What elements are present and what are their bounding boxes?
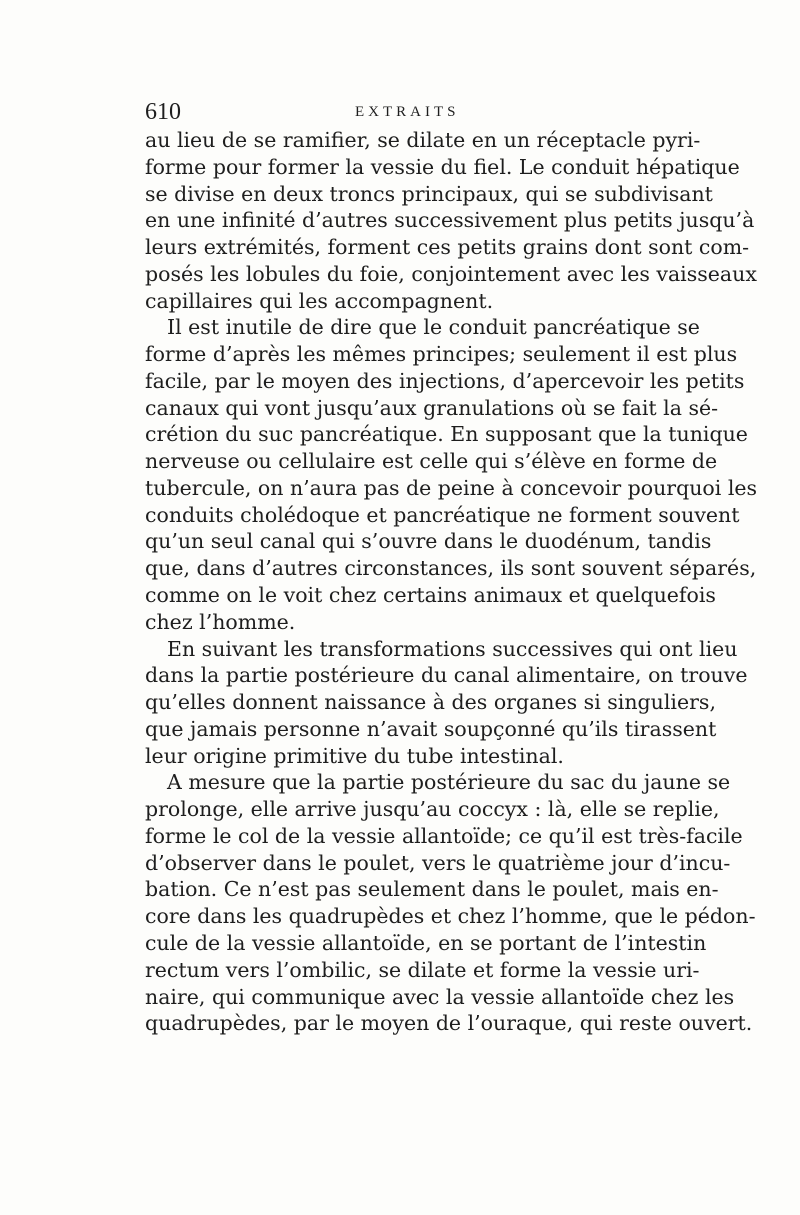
text-line: que, dans d’autres circonstances, ils sont souvent séparés, — [145, 556, 757, 581]
text-line: crétion du suc pancréatique. En supposant que la tunique — [145, 422, 748, 447]
text-line: forme d’après les mêmes principes; seulement il est plus — [145, 342, 738, 367]
text-line: d’observer dans le poulet, vers le quatrième jour d’incu- — [145, 850, 731, 875]
text-line: core dans les quadrupèdes et chez l’homme, que le pédon- — [145, 904, 756, 929]
text-line: forme le col de la vessie allantoïde; ce qu’il est très-facile — [145, 823, 743, 848]
text-line: se divise en deux troncs principaux, qui se subdivisant — [145, 181, 713, 206]
text-line: nerveuse ou cellulaire est celle qui s’élève en forme de — [145, 449, 718, 474]
text-line: prolonge, elle arrive jusqu’au coccyx : là, elle se replie, — [145, 797, 720, 822]
text-line: que jamais personne n’avait soupçonné qu’ils tirassent — [145, 716, 717, 741]
body-text — [145, 127, 758, 1037]
page-number: 610 — [145, 99, 181, 125]
text-line: forme pour former la vessie du fiel. Le conduit hépatique — [145, 154, 740, 179]
paragraph-start: En suivant les transformations successives qui ont lieu — [167, 636, 738, 661]
text-line: posés les lobules du foie, conjointement avec les vaisseaux — [145, 261, 757, 286]
paragraph-start: A mesure que la partie postérieure du sac du jaune se — [167, 770, 731, 795]
running-title: EXTRAITS — [355, 104, 460, 120]
text-line: facile, par le moyen des injections, d’apercevoir les petits — [145, 368, 745, 393]
text-line: cule de la vessie allantoïde, en se portant de l’intestin — [145, 930, 707, 955]
running-head — [145, 97, 655, 127]
text-line: canaux qui vont jusqu’aux granulations où se fait la sé- — [145, 395, 719, 420]
text-line: qu’un seul canal qui s’ouvre dans le duodénum, tandis — [145, 529, 712, 554]
text-line: conduits cholédoque et pancréatique ne forment souvent — [145, 502, 740, 527]
text-line: rectum vers l’ombilic, se dilate et forme la vessie uri- — [145, 957, 700, 982]
text-line: capillaires qui les accompagnent. — [145, 288, 494, 313]
text-line: qu’elles donnent naissance à des organes si singuliers, — [145, 690, 716, 715]
text-line: bation. Ce n’est pas seulement dans le poulet, mais en- — [145, 877, 719, 902]
text-line: comme on le voit chez certains animaux et quelquefois — [145, 583, 716, 608]
text-line: naire, qui communique avec la vessie allantoïde chez les — [145, 984, 735, 1009]
text-line: leurs extrémités, forment ces petits grains dont sont com- — [145, 235, 750, 260]
text-line: au lieu de se ramifier, se dilate en un réceptacle pyri- — [145, 128, 701, 152]
paragraph-start: Il est inutile de dire que le conduit pancréatique se — [167, 315, 700, 340]
text-line: chez l’homme. — [145, 609, 296, 634]
text-line: leur origine primitive du tube intestinal. — [145, 743, 564, 768]
text-line: tubercule, on n’aura pas de peine à concevoir pourquoi les — [145, 475, 758, 500]
text-line: quadrupèdes, par le moyen de l’ouraque, qui reste ouvert. — [145, 1011, 753, 1036]
text-line: dans la partie postérieure du canal alimentaire, on trouve — [145, 663, 748, 688]
text-line: en une infinité d’autres successivement plus petits jusqu’à — [145, 208, 755, 233]
